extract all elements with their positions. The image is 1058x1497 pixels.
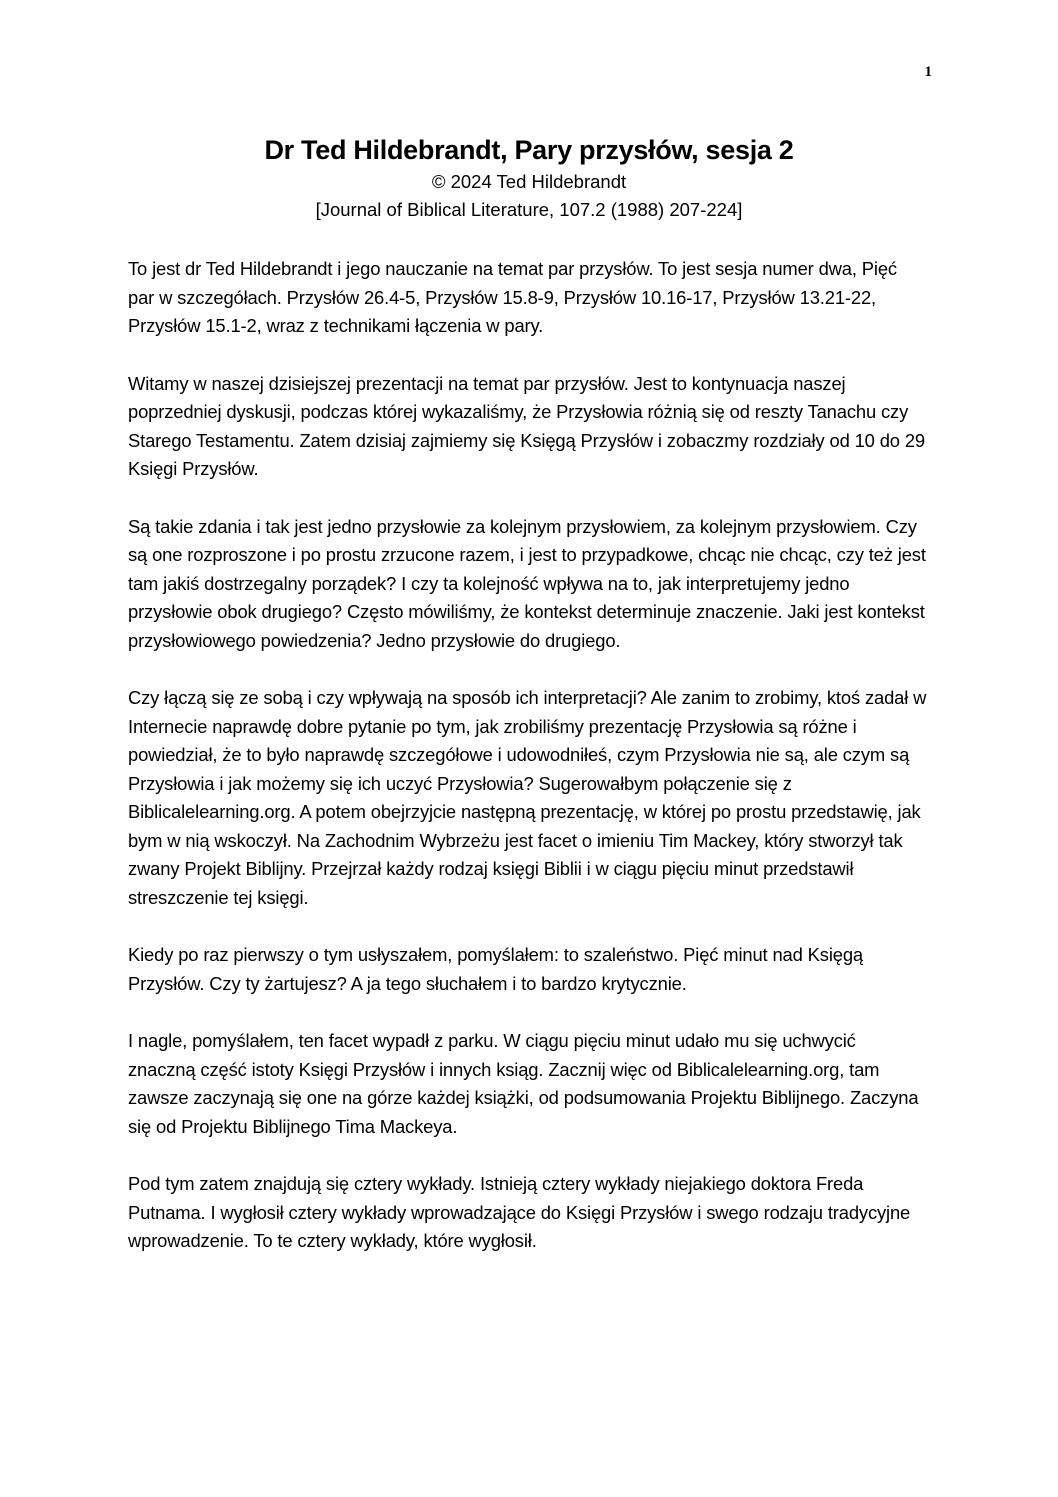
paragraph-5: Kiedy po raz pierwszy o tym usłyszałem, pomyślałem: to szaleństwo. Pięć minut nad Księgą Przysłów. Czy ty żartujesz? A ja tego słuchałem i to bardzo krytycznie. bbox=[128, 944, 863, 994]
paragraph-2: Witamy w naszej dzisiejszej prezentacji na temat par przysłów. Jest to kontynuacja naszej poprzedniej dyskusji, podczas której wykazaliśmy, że Przysłowia różnią się od reszty Tanachu czy Starego Testamentu. Zatem dzisiaj zajmiemy się Księgą Przysłów i zobaczmy rozdziały od 10 do 29 Księgi Przysłów. bbox=[128, 372, 925, 479]
document-title: Dr Ted Hildebrandt, Pary przysłów, sesja 2 bbox=[264, 135, 794, 165]
document-body bbox=[128, 255, 928, 1285]
copyright-line: © 2024 Ted Hildebrandt bbox=[431, 171, 627, 192]
paragraph-3: Są takie zdania i tak jest jedno przysłowie za kolejnym przysłowiem, za kolejnym przysłowiem. Czy są one rozproszone i po prostu zrzucone razem, i jest to przypadkowe, chcąc nie chcąc, czy też jest tam jakiś dostrzegalny porządek? I czy ta kolejność wpływa na to, jak interpretujemy jedno przysłowie obok drugiego? Często mówiliśmy, że kontekst determinuje znaczenie. Jaki jest kontekst przysłowiowego powiedzenia? Jedno przysłowie do drugiego. bbox=[128, 515, 926, 651]
page-number: 1 bbox=[924, 64, 932, 80]
document-header bbox=[0, 132, 1058, 224]
citation-line: [Journal of Biblical Literature, 107.2 (1988) 207-224] bbox=[315, 199, 743, 220]
paragraph-4: Czy łączą się ze sobą i czy wpływają na sposób ich interpretacji? Ale zanim to zrobimy, ktoś zadał w Internecie naprawdę dobre pytanie po tym, jak zrobiliśmy prezentację Przysłowia są różne i powiedział, że to było naprawdę szczegółowe i udowodniłeś, czym Przysłowia nie są, ale czym są Przysłowia i jak możemy się ich uczyć Przysłowia? Sugerowałbym połączenie się z Biblicalelearning.org. A potem obejrzyjcie następną prezentację, w której po prostu przedstawię, jak bym w nią wskoczył. Na Zachodnim Wybrzeżu jest facet o imieniu Tim Mackey, który stworzył tak zwany Projekt Biblijny. Przejrzał każdy rodzaj księgi Biblii i w ciągu pięciu minut przedstawił streszczenie tej księgi. bbox=[128, 687, 927, 908]
paragraph-6: I nagle, pomyślałem, ten facet wypadł z parku. W ciągu pięciu minut udało mu się uchwycić znaczną część istoty Księgi Przysłów i innych ksiąg. Zacznij więc od Biblicalelearning.org, tam zawsze zaczynają się one na górze każdej książki, od podsumowania Projektu Biblijnego. Zaczyna się od Projektu Biblijnego Tima Mackeya. bbox=[128, 1030, 919, 1137]
paragraph-7: Pod tym zatem znajdują się cztery wykłady. Istnieją cztery wykłady niejakiego doktora Freda Putnama. I wygłosił cztery wykłady wprowadzające do Księgi Przysłów i swego rodzaju tradycyjne wprowadzenie. To te cztery wykłady, które wygłosił. bbox=[128, 1173, 911, 1251]
paragraph-1: To jest dr Ted Hildebrandt i jego nauczanie na temat par przysłów. To jest sesja numer dwa, Pięć par w szczegółach. Przysłów 26.4-5, Przysłów 15.8-9, Przysłów 10.16-17, Przysłów 13.21-22, Przysłów 15.1-2, wraz z technikami łączenia w pary. bbox=[128, 258, 897, 336]
